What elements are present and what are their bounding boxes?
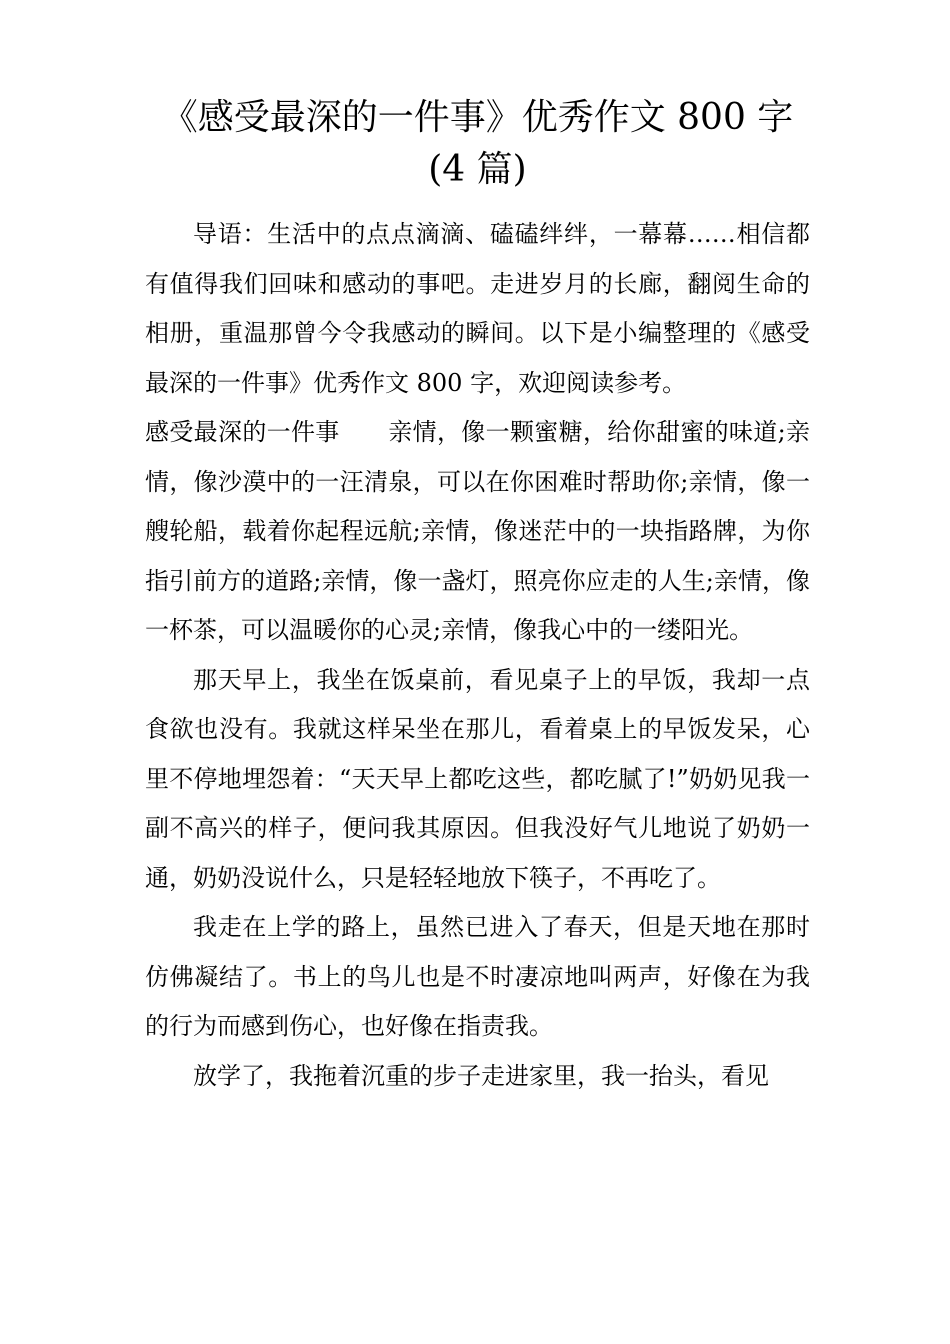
body-paragraph-2: 我走在上学的路上，虽然已进入了春天，但是天地在那时仿佛凝结了。书上的鸟儿也是不时凄凉地叫两声，好像在为我的行为而感到伤心，也好像在指责我。 (145, 913, 810, 1040)
document-title (145, 92, 810, 196)
section-first-paragraph (145, 408, 810, 656)
title-line-2: (4 篇) (428, 149, 527, 190)
section-heading-gap (340, 418, 389, 446)
body-paragraph-3: 放学了，我拖着沉重的步子走进家里，我一抬头，看见 (193, 1061, 769, 1090)
section-first-text: 亲情，像一颗蜜糖，给你甜蜜的味道;亲情，像沙漠中的一汪清泉，可以在你困难时帮助你;亲情，像一艘轮船，载着你起程远航;亲情，像迷茫中的一块指路牌，为你指引前方的道路;亲情，像一盏灯，照亮你应走的人生;亲情，像一杯茶，可以温暖你的心灵;亲情，像我心中的一缕阳光。 (145, 418, 811, 644)
document-body (145, 210, 810, 1101)
intro-paragraph: 导语：生活中的点点滴滴、磕磕绊绊，一幕幕……相信都有值得我们回味和感动的事吧。走进岁月的长廊，翻阅生命的相册，重温那曾今令我感动的瞬间。以下是小编整理的《感受最深的一件事》优秀作文 800 字，欢迎阅读参考。 (145, 220, 810, 397)
document-page (145, 92, 810, 1101)
body-paragraph-1: 那天早上，我坐在饭桌前，看见桌子上的早饭，我却一点食欲也没有。我就这样呆坐在那儿，看着桌上的早饭发呆，心里不停地埋怨着：“天天早上都吃这些，都吃腻了!”奶奶见我一副不高兴的样子，便问我其原因。但我没好气儿地说了奶奶一通，奶奶没说什么，只是轻轻地放下筷子，不再吃了。 (145, 665, 810, 892)
title-line-1: 《感受最深的一件事》优秀作文 800 字 (161, 97, 794, 138)
section-heading: 感受最深的一件事 (145, 418, 340, 446)
